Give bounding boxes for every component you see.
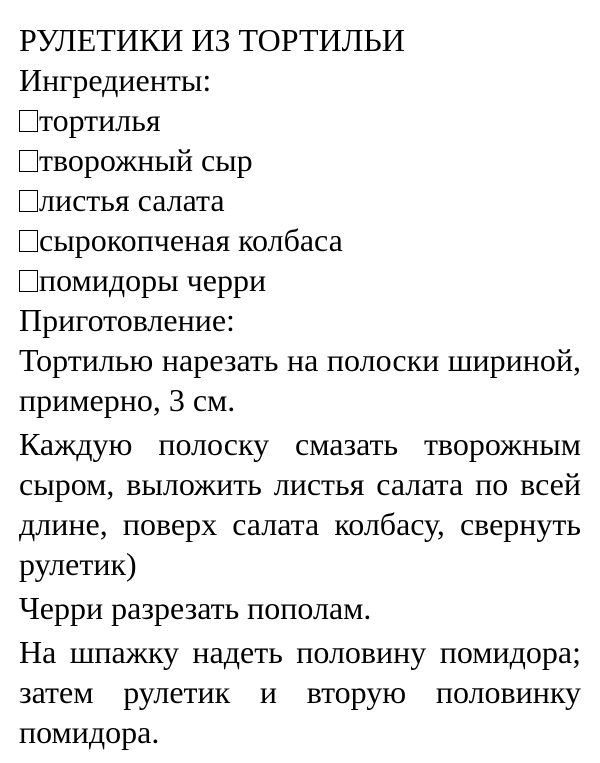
- ingredient-label: творожный сыр: [39, 142, 253, 178]
- ingredient-item: [19, 180, 581, 220]
- preparation-step: Тортилью нарезать на полоски шириной, примерно, 3 см.: [19, 342, 581, 418]
- ingredient-item: [19, 220, 581, 260]
- ingredient-label: листья салата: [39, 182, 225, 218]
- ingredients-heading: Ингредиенты:: [19, 62, 212, 98]
- checkbox-icon[interactable]: [19, 150, 38, 172]
- checkbox-icon[interactable]: [19, 190, 38, 212]
- preparation-steps: [19, 340, 581, 752]
- preparation-step: Черри разрезать пополам.: [19, 590, 372, 626]
- recipe-document: [19, 20, 581, 752]
- ingredient-item: [19, 260, 581, 300]
- preparation-step: Каждую полоску смазать творожным сыром, выложить листья салата по всей длине, поверх салата колбасу, свернуть рулетик): [19, 426, 581, 582]
- checkbox-icon[interactable]: [19, 230, 38, 252]
- checkbox-icon[interactable]: [19, 110, 38, 132]
- ingredient-item: [19, 140, 581, 180]
- preparation-step: На шпажку надеть половину помидора; затем рулетик и вторую половинку помидора.: [19, 634, 581, 750]
- ingredients-list: [19, 100, 581, 300]
- ingredient-label: тортилья: [39, 102, 161, 138]
- preparation-heading: Приготовление:: [19, 302, 235, 338]
- ingredient-item: [19, 100, 581, 140]
- checkbox-icon[interactable]: [19, 270, 38, 292]
- ingredient-label: помидоры черри: [39, 262, 267, 298]
- recipe-title: РУЛЕТИКИ ИЗ ТОРТИЛЬИ: [19, 22, 405, 58]
- ingredient-label: сырокопченая колбаса: [39, 222, 343, 258]
